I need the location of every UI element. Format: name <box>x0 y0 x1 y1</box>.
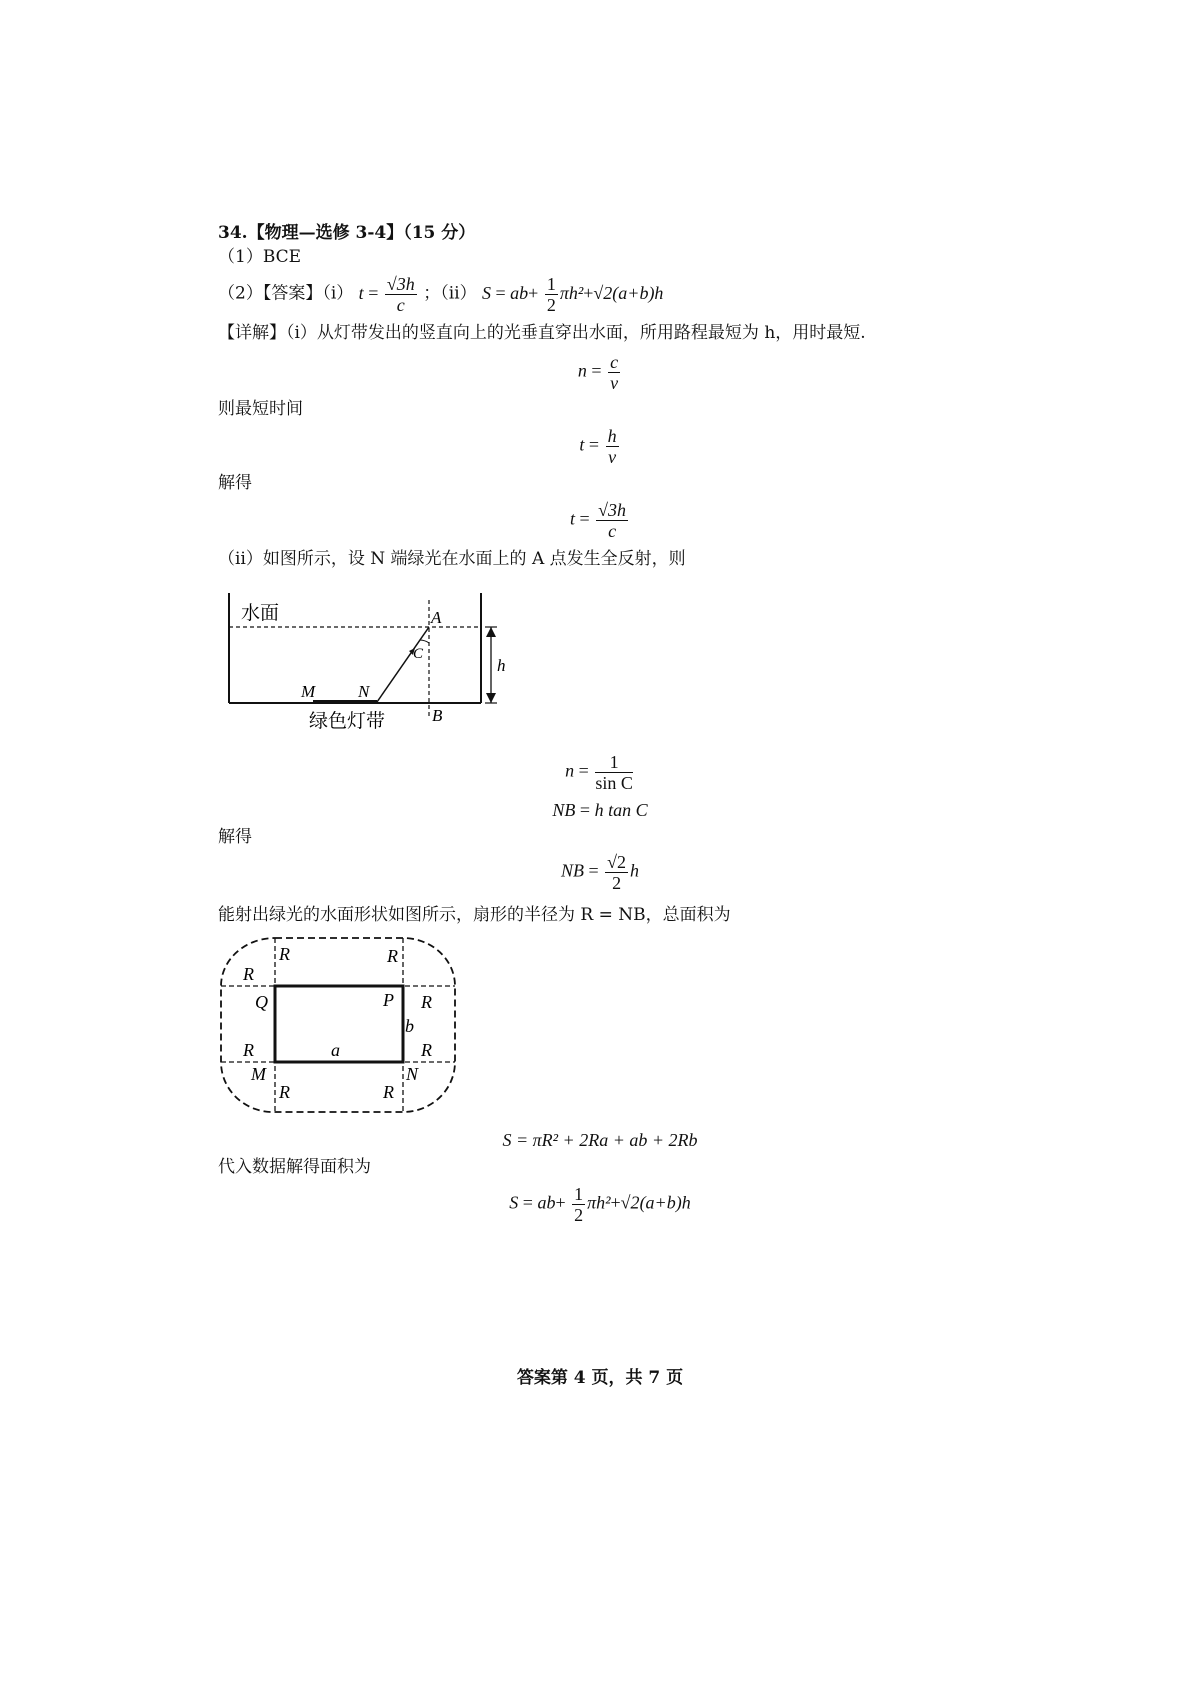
substitute-text: 代入数据解得面积为 <box>218 1157 371 1177</box>
height-arrow-up-icon <box>486 627 496 637</box>
formula-NB-result: NB = $\frac{√2}{2}$ h <box>560 852 640 893</box>
answer-ii-formula: S = ab+ $\frac{1}{2}$ πh²+√2(a+b)h <box>482 274 664 315</box>
label-P: P <box>383 990 394 1010</box>
label-a: a <box>331 1040 340 1060</box>
area-text: 能射出绿光的水面形状如图所示，扇形的半径为 R = NB，总面积为 <box>218 905 731 925</box>
part2-separator: ；（ⅱ） <box>423 283 477 304</box>
part-ii-text: （ⅱ）如图所示，设 N 端绿光在水面上的 A 点发生全反射，则 <box>218 549 686 569</box>
strip-label: 绿色灯带 <box>309 710 386 732</box>
label-R-1: R <box>279 944 290 964</box>
formula-S-final: S = ab+ $\frac{1}{2}$ πh²+√2(a+b)h <box>509 1184 691 1225</box>
water-tank-diagram <box>215 585 515 735</box>
label-h: h <box>497 656 506 675</box>
answer-i-formula: t = $\frac{√3h}{c}$ <box>358 274 415 315</box>
solve-text-2: 解得 <box>218 827 252 847</box>
label-R-8: R <box>383 1082 394 1102</box>
formula-t-result: t = $\frac{√3h}{c}$ <box>569 500 627 541</box>
then-shortest-time: 则最短时间 <box>218 399 303 419</box>
label-M: M <box>301 682 316 701</box>
label-C: C <box>413 646 424 662</box>
label-N: N <box>406 1064 419 1084</box>
height-arrow-down-icon <box>486 693 496 703</box>
page-footer: 答案第 4 页，共 7 页 <box>516 1368 684 1388</box>
label-R-3: R <box>243 964 254 984</box>
label-Q: Q <box>255 992 268 1012</box>
formula-t-h-v: t = $\frac{h}{v}$ <box>579 426 617 467</box>
formula-S-general: S = πR² + 2Ra + ab + 2Rb <box>502 1130 698 1150</box>
label-R-6: R <box>421 1040 432 1060</box>
formula-n-sinC: n = $\frac{1}{\text{sin C}}$ <box>565 752 633 793</box>
label-R-5: R <box>243 1040 254 1060</box>
water-label: 水面 <box>241 602 280 624</box>
part2-prefix: （2）【答案】（ⅰ） <box>218 283 354 304</box>
part1-answer: （1）BCE <box>218 247 302 267</box>
part2-answer <box>218 274 663 315</box>
label-R-2: R <box>387 946 398 966</box>
area-shape-diagram <box>215 930 465 1120</box>
formula-NB-tanC: NB = h tan C <box>552 800 648 820</box>
light-ray <box>377 627 429 702</box>
label-R-7: R <box>279 1082 290 1102</box>
formula-n-c-v: n = $\frac{c}{v}$ <box>577 352 619 393</box>
label-M: M <box>251 1064 266 1084</box>
label-B: B <box>432 706 443 725</box>
label-R-4: R <box>421 992 432 1012</box>
angle-arc <box>420 640 429 643</box>
detail-intro: 【详解】（ⅰ）从灯带发出的竖直向上的光垂直穿出水面，所用路程最短为 h，用时最短. <box>218 323 866 343</box>
outer-boundary <box>221 938 455 1112</box>
label-N: N <box>358 682 370 701</box>
label-A: A <box>431 608 442 627</box>
question-title: 34.【物理—选修 3-4】（15 分） <box>218 223 476 243</box>
solve-text-1: 解得 <box>218 473 252 493</box>
label-b: b <box>405 1016 414 1036</box>
